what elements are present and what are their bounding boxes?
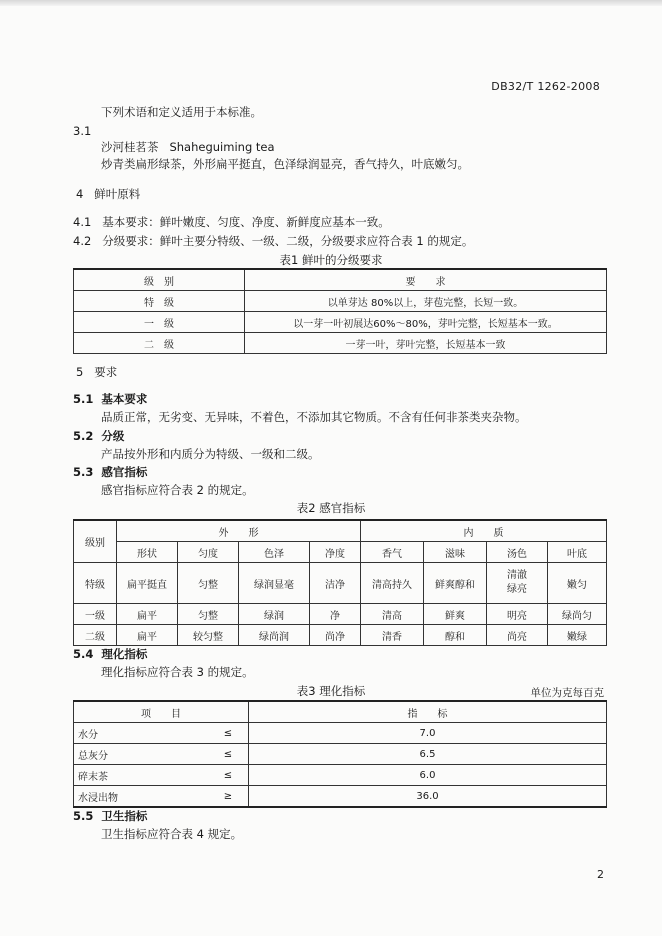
sec4-1-number: 4.1 [73, 215, 92, 229]
table2-cell: 绿润显毫 [239, 563, 310, 604]
table-row [74, 723, 607, 744]
table-row [74, 744, 607, 765]
table3-value: 6.5 [249, 744, 607, 765]
table3-value: 36.0 [249, 786, 607, 808]
table1-header-grade: 级 别 [74, 269, 245, 291]
table2-cell: 较匀整 [178, 625, 239, 646]
table1-header-requirement: 要 求 [245, 269, 607, 291]
table1-requirement: 一芽一叶，芽叶完整，长短基本一致 [245, 333, 607, 354]
sec5-4-heading [73, 646, 147, 662]
table2-subheader: 净度 [310, 542, 361, 563]
sec4-1 [73, 214, 390, 230]
table2-cell: 匀整 [178, 563, 239, 604]
sec5-5-title: 卫生指标 [101, 809, 148, 823]
sec4-2-text: 分级要求：鲜叶主要分特级、一级、二级，分级要求应符合表 1 的规定。 [102, 234, 474, 248]
table2-cell: 清高 [361, 604, 424, 625]
sec5-2-number: 5.2 [73, 429, 94, 443]
sec4-2 [73, 233, 473, 249]
sec4-title: 鲜叶原料 [94, 187, 141, 201]
sec5-number: 5 [76, 365, 84, 379]
sec4-number: 4 [76, 187, 84, 201]
sec5-3-text: 感官指标应符合表 2 的规定。 [101, 483, 254, 497]
term-chinese: 沙河桂茗茶 [101, 140, 159, 154]
table3-caption: 表3 理化指标 [296, 684, 366, 698]
table3-operator: ≥ [208, 786, 249, 808]
table1-requirement: 以单芽达 80%以上，芽苞完整，长短一致。 [245, 291, 607, 312]
table2-cell: 洁净 [310, 563, 361, 604]
table2-header-grade: 级别 [74, 520, 117, 563]
table-row [74, 604, 607, 625]
sec4-1-text: 基本要求：鲜叶嫩度、匀度、净度、新鲜度应基本一致。 [102, 215, 390, 229]
table-row [74, 625, 607, 646]
table3-operator: ≤ [208, 723, 249, 744]
table3-header-row [74, 701, 607, 723]
table3-item: 碎末茶 [74, 765, 209, 786]
table2-subheader: 叶底 [548, 542, 607, 563]
table2-group-inner-quality: 内 质 [361, 520, 607, 542]
table2-subheader: 形状 [117, 542, 178, 563]
table2-subheader: 匀度 [178, 542, 239, 563]
sec5-1-number: 5.1 [73, 392, 94, 406]
table1-grade: 二 级 [74, 333, 245, 354]
table2-subheader: 香气 [361, 542, 424, 563]
table-row [74, 312, 607, 333]
table3-header-index: 指 标 [249, 701, 607, 723]
table3-item: 总灰分 [74, 744, 209, 765]
liquor-color-line1: 清澈 [507, 570, 527, 581]
table2-group-appearance: 外 形 [117, 520, 361, 542]
sec4-2-number: 4.2 [73, 234, 92, 248]
sec5-5-heading [73, 808, 147, 824]
table3-value: 7.0 [249, 723, 607, 744]
sec3-1-term [101, 139, 275, 155]
table-row [74, 765, 607, 786]
table3-header-item: 项 目 [74, 701, 249, 723]
table2-cell: 绿尚匀 [548, 604, 607, 625]
scan-top-band [0, 0, 662, 6]
table2 [73, 519, 607, 646]
sec3-1-definition: 炒青类扁形绿茶，外形扁平挺直，色泽绿润显亮，香气持久，叶底嫩匀。 [101, 157, 469, 171]
document-code: DB32/T 1262-2008 [491, 80, 600, 93]
table-row [74, 563, 607, 604]
sec5-3-title: 感官指标 [101, 465, 148, 479]
table-row [74, 333, 607, 354]
table2-subheader-row [74, 542, 607, 563]
sec5-4-title: 理化指标 [101, 647, 148, 661]
sec5-2-text: 产品按外形和内质分为特级、一级和二级。 [101, 447, 320, 461]
sec5-4-text: 理化指标应符合表 3 的规定。 [101, 665, 254, 679]
sec5-2-title: 分级 [101, 429, 125, 443]
table2-cell: 绿润 [239, 604, 310, 625]
table1-header-row [74, 269, 607, 291]
table2-group-row [74, 520, 607, 542]
term-english: Shaheguiming tea [169, 140, 275, 154]
table2-cell: 清香 [361, 625, 424, 646]
table2-cell-liquor-color [487, 563, 548, 604]
page-number: 2 [597, 868, 604, 881]
liquor-color-line2: 绿亮 [507, 584, 527, 595]
table2-cell: 鲜爽 [424, 604, 487, 625]
table2-cell: 尚净 [310, 625, 361, 646]
table2-cell: 明亮 [487, 604, 548, 625]
table3-item: 水浸出物 [74, 786, 209, 808]
sec5-4-number: 5.4 [73, 647, 94, 661]
sec5-5-text: 卫生指标应符合表 4 规定。 [101, 827, 243, 841]
table3 [73, 700, 607, 808]
table3-value: 6.0 [249, 765, 607, 786]
sec5-title: 要求 [94, 365, 118, 379]
sec5-3-heading [73, 464, 147, 480]
table2-cell: 扁平 [117, 604, 178, 625]
table2-grade: 二级 [74, 625, 117, 646]
sec5-heading [76, 364, 117, 380]
table2-caption: 表2 感官指标 [296, 501, 366, 515]
sec5-5-number: 5.5 [73, 809, 94, 823]
table2-cell: 扁平 [117, 625, 178, 646]
table2-cell: 绿尚润 [239, 625, 310, 646]
sec5-1-title: 基本要求 [101, 392, 148, 406]
table2-cell: 醇和 [424, 625, 487, 646]
table2-grade: 特级 [74, 563, 117, 604]
table-row [74, 786, 607, 808]
table2-cell: 净 [310, 604, 361, 625]
table2-cell: 嫩绿 [548, 625, 607, 646]
sec3-1-number: 3.1 [73, 124, 92, 138]
sec5-1-heading [73, 391, 147, 407]
table3-unit: 单位为克每百克 [530, 687, 604, 699]
table2-cell: 匀整 [178, 604, 239, 625]
table3-operator: ≤ [208, 765, 249, 786]
sec5-2-heading [73, 428, 124, 444]
table1 [73, 268, 607, 354]
table2-cell: 尚亮 [487, 625, 548, 646]
sec4-heading [76, 186, 140, 202]
table1-caption: 表1 鲜叶的分级要求 [279, 253, 383, 267]
table2-subheader: 滋味 [424, 542, 487, 563]
table2-cell: 清高持久 [361, 563, 424, 604]
table3-operator: ≤ [208, 744, 249, 765]
sec5-3-number: 5.3 [73, 465, 94, 479]
table1-requirement: 以一芽一叶初展达60%～80%，芽叶完整，长短基本一致。 [245, 312, 607, 333]
table2-cell: 扁平挺直 [117, 563, 178, 604]
table2-cell: 嫩匀 [548, 563, 607, 604]
table2-grade: 一级 [74, 604, 117, 625]
table1-grade: 一 级 [74, 312, 245, 333]
intro-text: 下列术语和定义适用于本标准。 [101, 105, 262, 119]
sec5-1-text: 品质正常，无劣变、无异味，不着色，不添加其它物质。不含有任何非茶类夹杂物。 [101, 410, 527, 424]
table-row [74, 291, 607, 312]
table2-subheader: 色泽 [239, 542, 310, 563]
table2-subheader: 汤色 [487, 542, 548, 563]
table3-item: 水分 [74, 723, 209, 744]
table2-cell: 鲜爽醇和 [424, 563, 487, 604]
table1-grade: 特 级 [74, 291, 245, 312]
